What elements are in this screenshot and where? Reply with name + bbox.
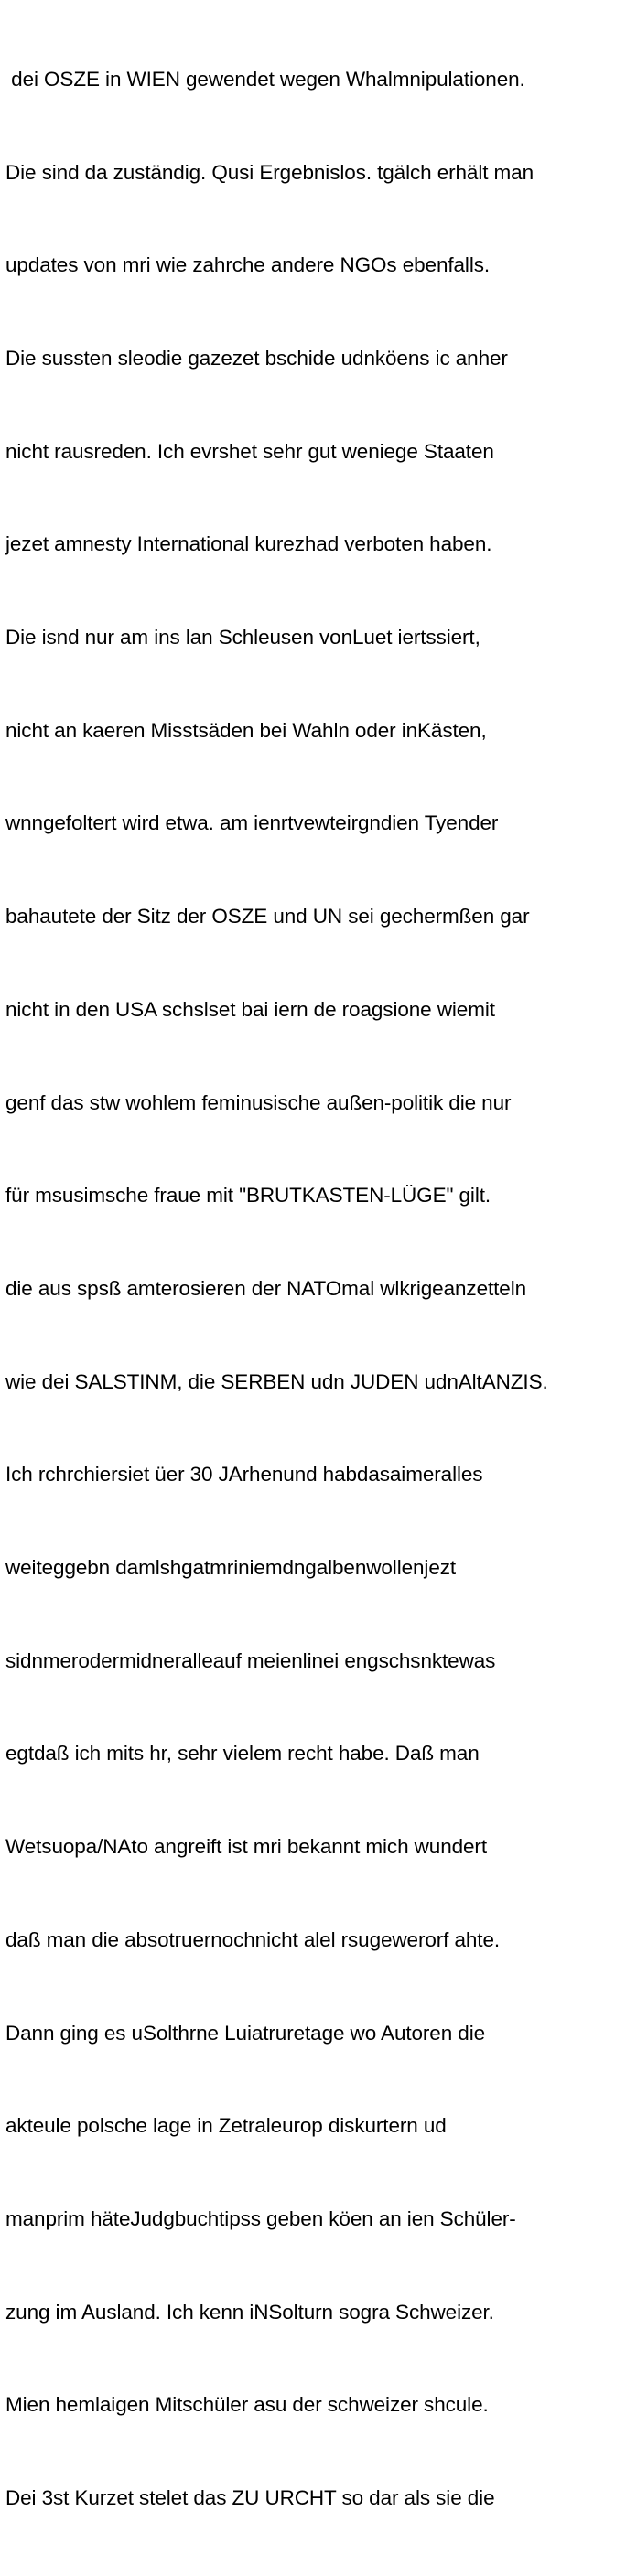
text-line: wie dei SALSTINM, die SERBEN udn JUDEN udnAltANZIS. — [5, 1369, 548, 1393]
text-line: zung im Ausland. Ich kenn iNSolturn sogra Schweizer. — [5, 2300, 494, 2324]
text-line: nicht an kaeren Misstsäden bei Wahln oder inKästen, — [5, 718, 487, 742]
text-line: wnngefoltert wird etwa. am ienrtvewteirgndien Tyender — [5, 811, 499, 835]
text-line: die aus spsß amterosieren der NATOmal wlkrigeanzetteln — [5, 1276, 527, 1300]
text-line: für msusimsche fraue mit "BRUTKASTEN-LÜGE" gilt. — [5, 1184, 491, 1208]
text-line: jezet amnesty International kurezhad verboten haben. — [5, 532, 492, 556]
text-line: akteule polsche lage in Zetraleurop diskurtern ud — [5, 2114, 447, 2138]
text-line: Mien hemlaigen Mitschüler asu der schweizer shcule. — [5, 2393, 489, 2417]
text-line: Dann ging es uSolthrne Luiatruretage wo Autoren die — [5, 2021, 486, 2045]
text-line: Ich rchrchiersiet üer 30 JArhenund habdasaimeralles — [5, 1463, 483, 1487]
text-line: dei OSZE in WIEN gewendet wegen Whalmnipulationen. — [5, 67, 525, 91]
text-line: bahautete der Sitz der OSZE und UN sei gechermßen gar — [5, 905, 530, 928]
text-line: nicht rausreden. Ich evrshet sehr gut weniege Staaten — [5, 439, 494, 463]
text-line: nicht in den USA schslset bai iern de roagsione wiemit — [5, 997, 495, 1021]
text-line: genf das stw wohlem feminusische außen-politik die nur — [5, 1090, 512, 1114]
document-text — [5, 2, 624, 2576]
text-line: sidnmerodermidneralleauf meienlinei engschsnktewas — [5, 1648, 496, 1672]
text-line: Die sind da zuständig. Qusi Ergebnislos. tgälch erhält man — [5, 160, 534, 184]
text-line: manprim häteJudgbuchtipss geben köen an ien Schüler- — [5, 2206, 516, 2230]
text-line: updates von mri wie zahrche andere NGOs ebenfalls. — [5, 253, 491, 277]
text-line: daß man die absotruernochnicht alel rsugewerorf ahte. — [5, 1927, 501, 1951]
text-line: egtdaß ich mits hr, sehr vielem recht habe. Daß man — [5, 1742, 480, 1766]
text-line: Die sussten sleodie gazezet bschide udnköens ic anher — [5, 346, 508, 370]
text-line: Dei 3st Kurzet stelet das ZU URCHT so dar als sie die — [5, 2486, 495, 2510]
text-line: Die isnd nur am ins lan Schleusen vonLuet iertssiert, — [5, 626, 480, 649]
text-line: weiteggebn damlshgatmriniemdngalbenwollenjezt — [5, 1556, 457, 1580]
text-line: Wetsuopa/NAto angreift ist mri bekannt mich wundert — [5, 1835, 487, 1859]
